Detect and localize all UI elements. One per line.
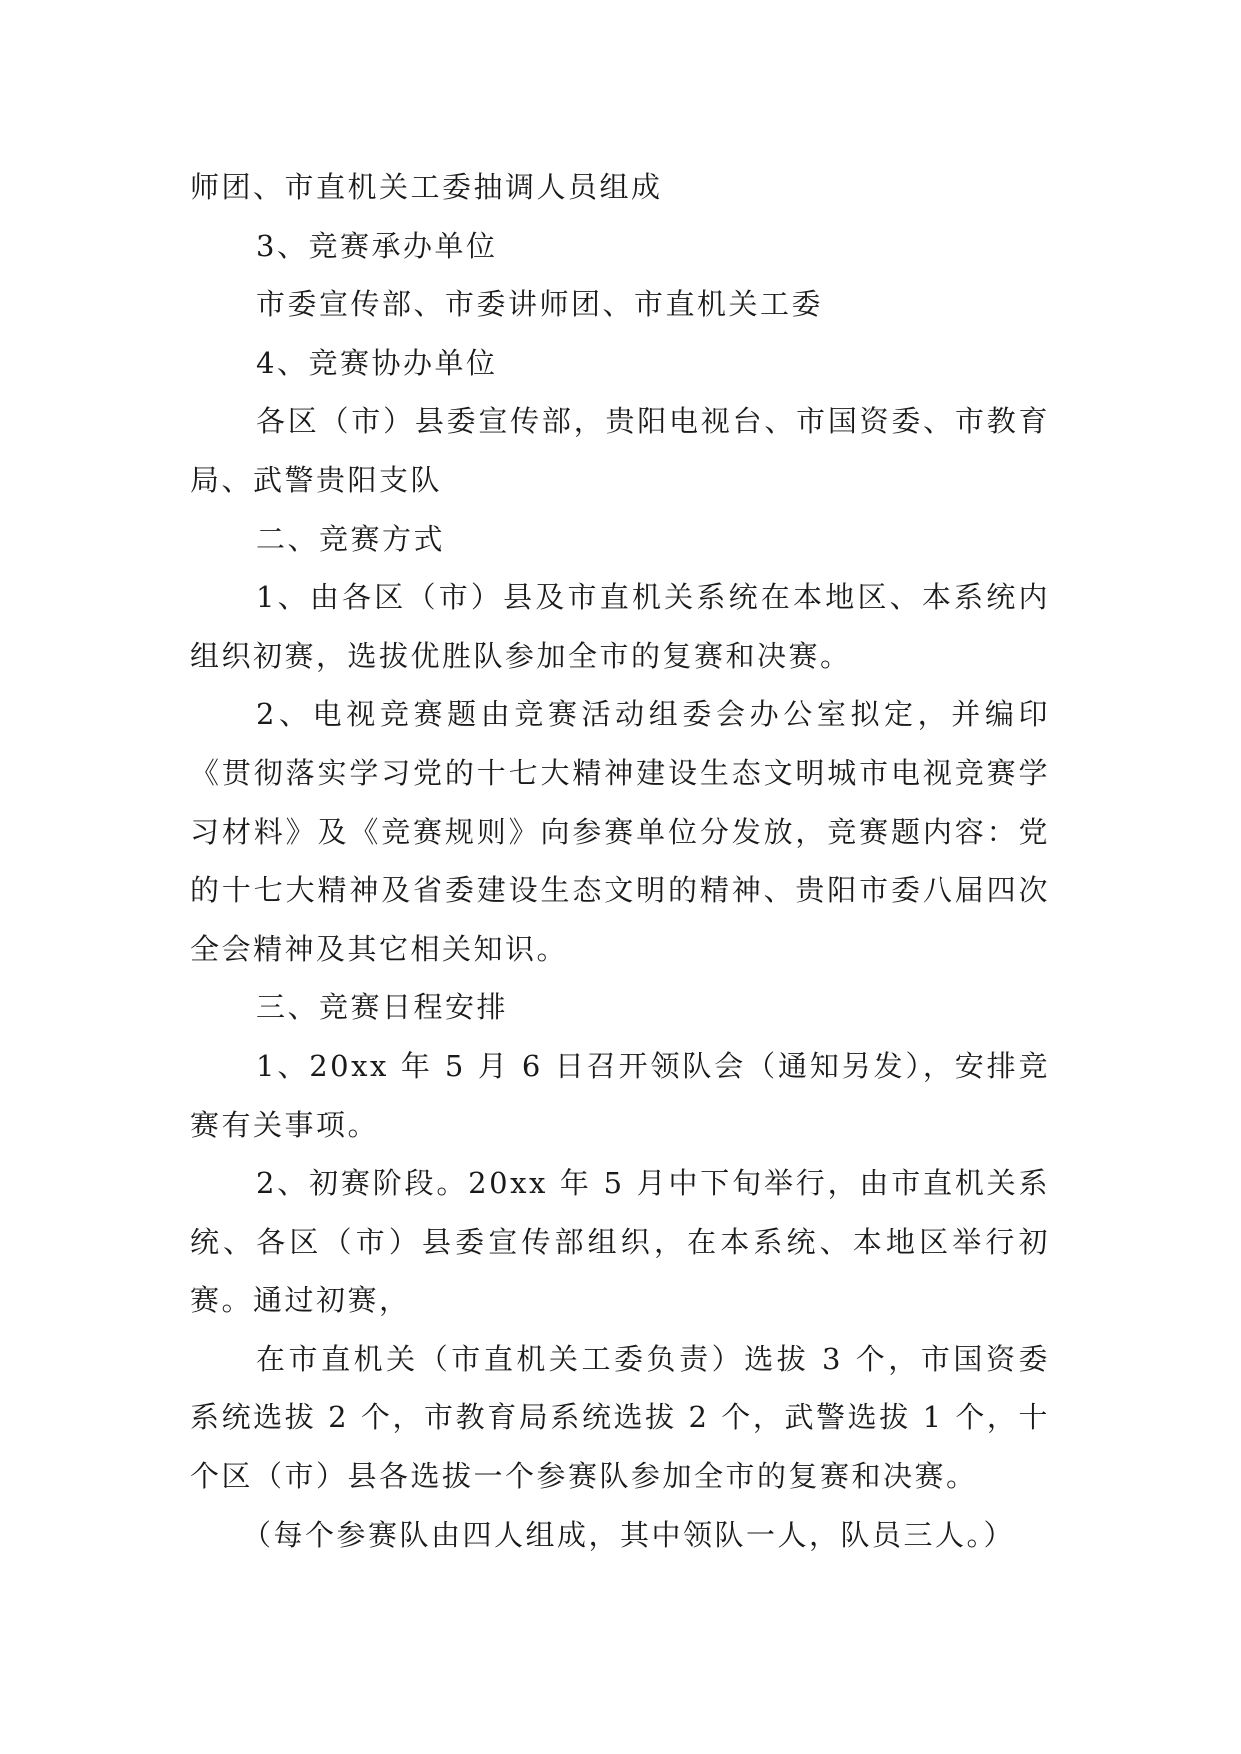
paragraph-team-composition: （每个参赛队由四人组成，其中领队一人，队员三人。） [242, 1517, 1016, 1552]
paragraph-method-2: 2、电视竞赛题由竞赛活动组委会办公室拟定，并编印《贯彻落实学习党的十七大精神建设生态文明城市电视竞赛学习材料》及《竞赛规则》向参赛单位分发放，竞赛题内容：党的十七大精神及省委建设生态文明的精神、贵阳市委八届四次全会精神及其它相关知识。 [190, 697, 1050, 966]
paragraph-organizer-units: 市委宣传部、市委讲师团、市直机关工委 [256, 287, 824, 322]
heading-organizer: 3、竞赛承办单位 [256, 228, 498, 263]
paragraph-selection-quota: 在市直机关（市直机关工委负责）选拔 3 个，市国资委系统选拔 2 个，市教育局系统选拔 2 个，武警选拔 1 个，十个区（市）县各选拔一个参赛队参加全市的复赛和决赛。 [190, 1341, 1050, 1494]
section-heading-schedule: 三、竞赛日程安排 [256, 990, 509, 1025]
paragraph-schedule-1: 1、20xx 年 5 月 6 日召开领队会（通知另发），安排竞赛有关事项。 [190, 1048, 1050, 1142]
heading-co-organizer: 4、竞赛协办单位 [256, 345, 498, 380]
paragraph-method-1: 1、由各区（市）县及市直机关系统在本地区、本系统内组织初赛，选拔优胜队参加全市的复赛和决赛。 [190, 580, 1050, 673]
section-heading-competition-method: 二、竞赛方式 [256, 521, 446, 556]
paragraph-co-organizer-units: 各区（市）县委宣传部，贵阳电视台、市国资委、市教育局、武警贵阳支队 [190, 404, 1050, 497]
paragraph-schedule-2: 2、初赛阶段。20xx 年 5 月中下旬举行，由市直机关系统、各区（市）县委宣传部组织，在本系统、本地区举行初赛。通过初赛， [190, 1166, 1050, 1318]
paragraph-continuation: 师团、市直机关工委抽调人员组成 [190, 170, 663, 204]
document-body [190, 158, 1050, 1564]
